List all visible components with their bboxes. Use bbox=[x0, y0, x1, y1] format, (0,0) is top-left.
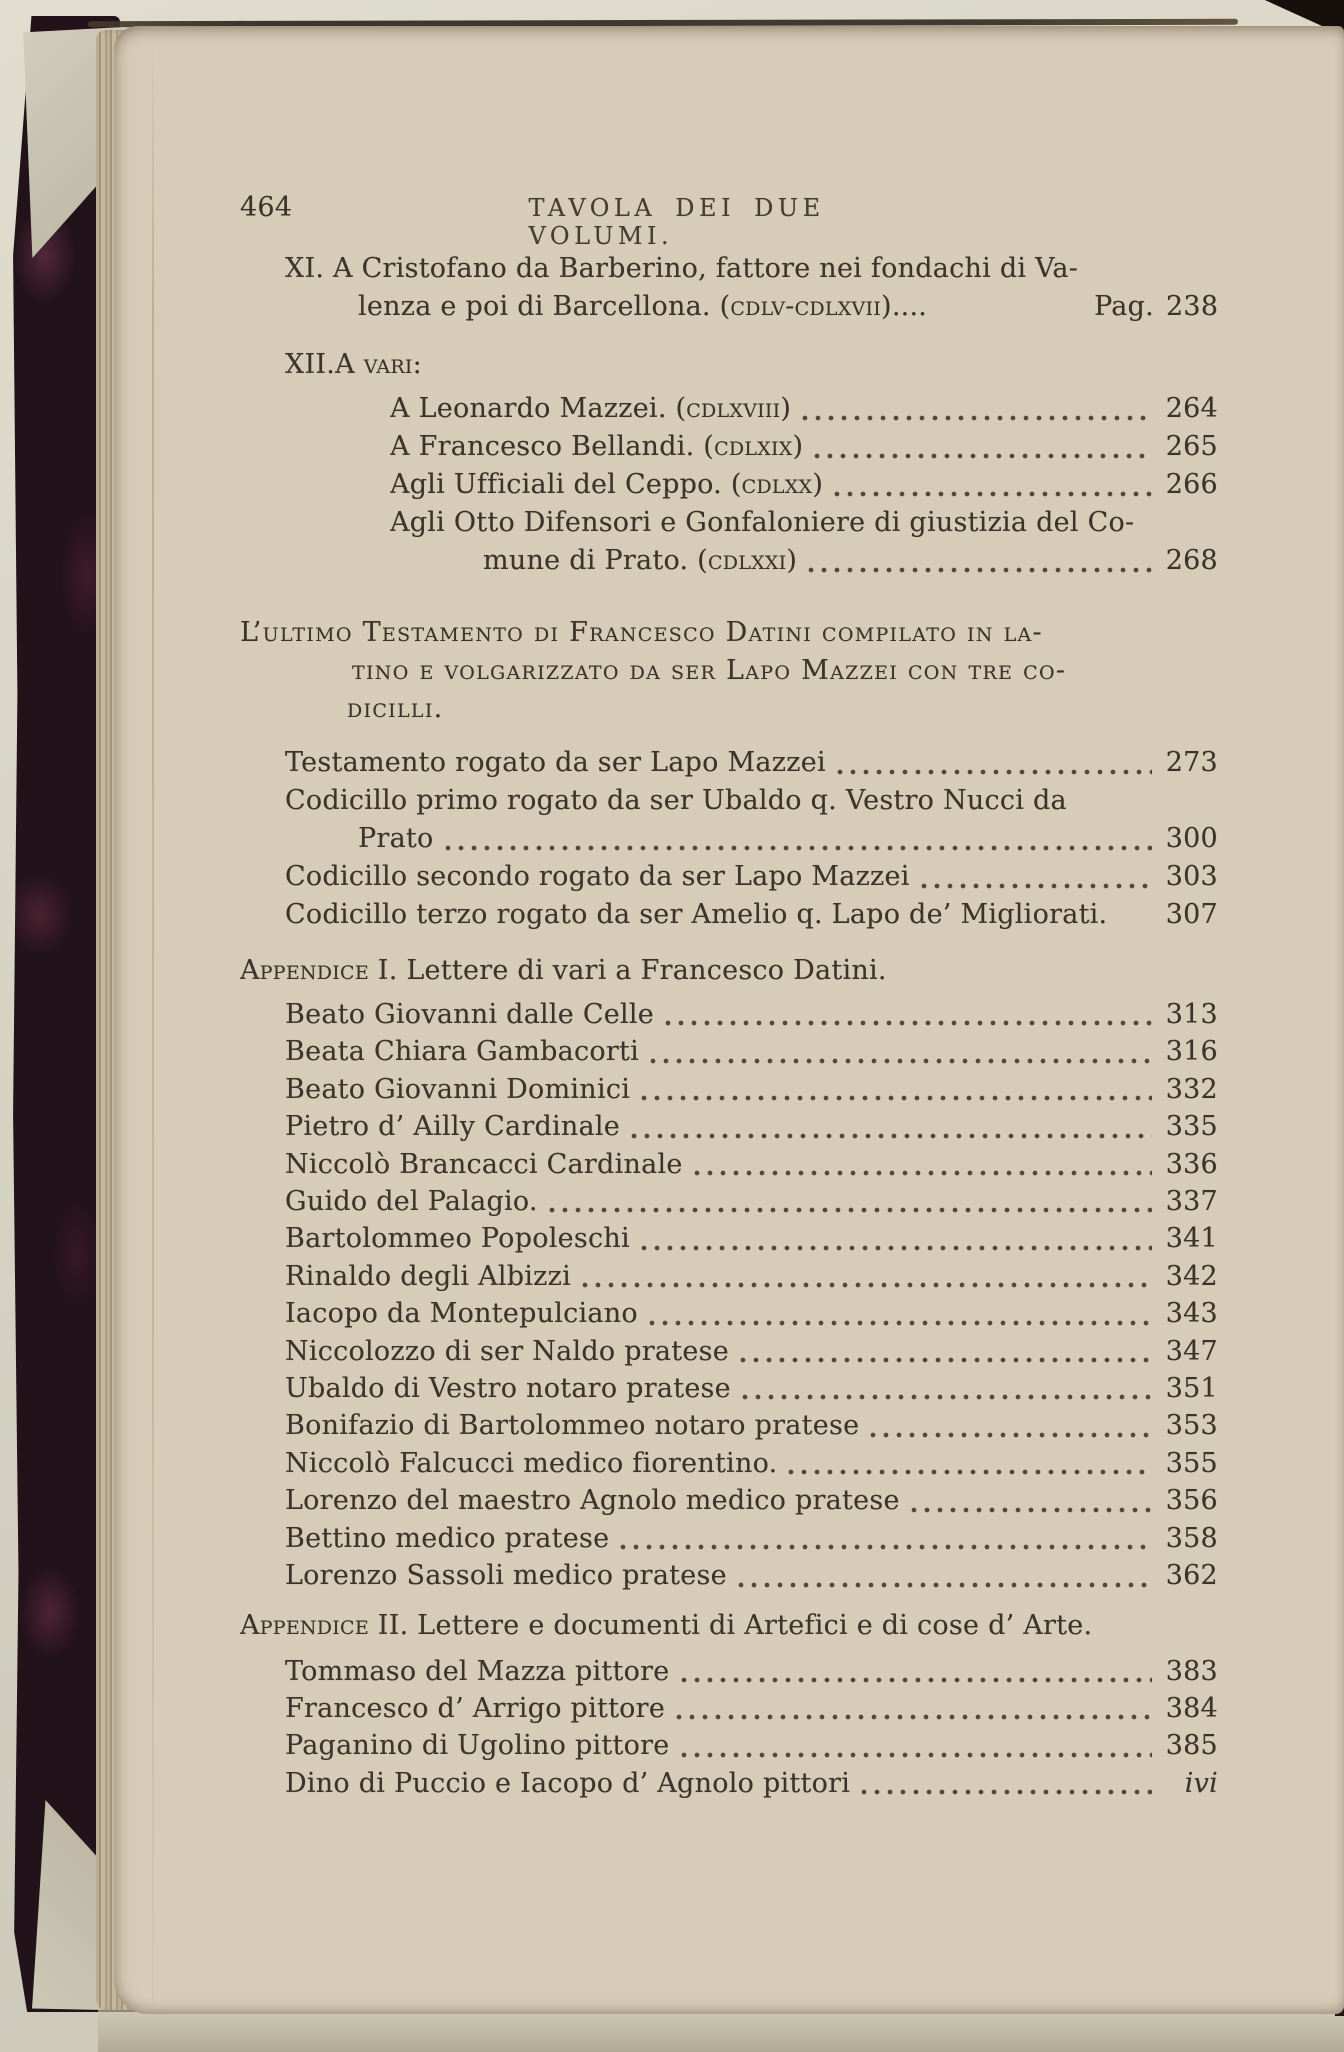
toc-entry-text: A Leonardo Mazzei. bbox=[390, 393, 676, 424]
dot-leader bbox=[740, 1357, 1152, 1363]
dot-leader bbox=[694, 1170, 1152, 1176]
toc-entry-label: Niccolò Falcucci medico fiorentino. bbox=[285, 1447, 778, 1479]
toc-entry bbox=[285, 1520, 1218, 1557]
section-title: Appendice II. bbox=[240, 1609, 409, 1641]
toc-entry bbox=[285, 996, 1218, 1033]
toc-entry-text: mune di Prato. bbox=[483, 545, 698, 576]
toc-entry-label bbox=[390, 390, 791, 428]
toc-entry bbox=[390, 428, 1218, 466]
toc-entry-label: Iacopo da Montepulciano bbox=[285, 1298, 638, 1330]
dot-leader bbox=[921, 883, 1152, 889]
toc-entry-label: Paganino di Ugolino pittore bbox=[285, 1730, 670, 1762]
letter-roman-ref: (cdlxviii) bbox=[675, 393, 792, 424]
toc-entry-label: Niccolozzo di ser Naldo pratese bbox=[285, 1335, 729, 1367]
toc-entry bbox=[285, 1183, 1218, 1220]
dot-leader bbox=[582, 1282, 1152, 1288]
toc-entry-page: 353 bbox=[1165, 1410, 1218, 1442]
toc-entry-label bbox=[240, 1607, 1092, 1645]
dot-leader bbox=[631, 1133, 1152, 1139]
toc-entry-text: Agli Ufficiali del Ceppo. bbox=[390, 469, 731, 500]
dot-leader bbox=[834, 491, 1152, 497]
toc-entry-page: 336 bbox=[1165, 1148, 1218, 1180]
toc-entry-label: XI. A Cristofano da Barberino, fattore nei fondachi di Va- bbox=[285, 253, 1079, 284]
toc-entry bbox=[285, 1220, 1218, 1257]
dot-leader bbox=[861, 1789, 1152, 1795]
toc-entry bbox=[285, 1653, 1218, 1690]
toc-entry-page: 385 bbox=[1165, 1730, 1218, 1762]
toc-entry-page: 273 bbox=[1165, 747, 1218, 778]
toc-entry-label: Dino di Puccio e Iacopo d’ Agnolo pittori bbox=[285, 1767, 851, 1799]
toc-entry-label bbox=[390, 428, 803, 466]
page-number: 464 bbox=[240, 192, 293, 223]
toc-entry bbox=[285, 1690, 1218, 1727]
section-title: A vari: bbox=[335, 349, 423, 380]
toc-section-heading bbox=[285, 346, 1218, 384]
book-page bbox=[114, 26, 1344, 2014]
toc-entry-page: ivi bbox=[1184, 1767, 1218, 1799]
toc-entry-label bbox=[390, 466, 823, 504]
toc-section-heading-continuation bbox=[347, 690, 1218, 728]
toc-entry-label: Lorenzo del maestro Agnolo medico pratese bbox=[285, 1485, 900, 1517]
dot-leader bbox=[676, 1714, 1152, 1720]
toc-entry-page: 356 bbox=[1165, 1485, 1218, 1517]
letter-roman-ref: (cdlxx) bbox=[730, 469, 824, 500]
dot-leader bbox=[808, 567, 1152, 573]
dot-leader bbox=[620, 1544, 1152, 1550]
toc-entry bbox=[285, 1333, 1218, 1370]
section-subtitle: Lettere di vari a Francesco Datini. bbox=[397, 955, 887, 986]
toc-entry-page: 332 bbox=[1165, 1073, 1218, 1105]
toc-entry bbox=[285, 1033, 1218, 1070]
dot-leader bbox=[549, 1207, 1152, 1213]
dot-leader bbox=[802, 415, 1152, 421]
toc-entry bbox=[390, 504, 1218, 542]
toc-entry-label: Prato bbox=[358, 823, 434, 854]
dot-leader bbox=[641, 1245, 1152, 1251]
toc-entry-continuation bbox=[483, 542, 1218, 580]
section-subtitle: Lettere e documenti di Artefici e di cose d’ Arte. bbox=[408, 1609, 1093, 1641]
toc-section-heading bbox=[240, 952, 1218, 990]
toc-entry-label: Codicillo terzo rogato da ser Amelio q. Lapo de’ Migliorati. bbox=[285, 899, 1108, 930]
dot-leader bbox=[814, 453, 1152, 459]
toc-entry bbox=[285, 744, 1218, 782]
section-title: Appendice I. bbox=[240, 955, 398, 986]
section-title: L’ultimo Testamento di Francesco Datini compilato in la- bbox=[240, 617, 1043, 648]
dot-leader bbox=[742, 1394, 1152, 1400]
toc-entry bbox=[285, 1407, 1218, 1444]
toc-entry bbox=[390, 466, 1218, 504]
page-block-bottom-edge bbox=[98, 2010, 1344, 2052]
toc-entry-label: Ubaldo di Vestro notaro pratese bbox=[285, 1373, 731, 1405]
dot-leader bbox=[650, 1058, 1152, 1064]
toc-entry-label: Codicillo primo rogato da ser Ubaldo q. Vestro Nucci da bbox=[285, 785, 1067, 816]
toc-entry bbox=[285, 250, 1218, 288]
toc-entry-continuation bbox=[358, 820, 1218, 858]
toc-entry bbox=[285, 1557, 1218, 1594]
toc-entry-page: 362 bbox=[1165, 1560, 1218, 1592]
toc-entry-page: 384 bbox=[1165, 1692, 1218, 1724]
section-title: dicilli. bbox=[347, 693, 444, 724]
dot-leader bbox=[665, 1020, 1152, 1026]
toc-entry-label: Beata Chiara Gambacorti bbox=[285, 1036, 639, 1068]
toc-entry-label: Bartolommeo Popoleschi bbox=[285, 1223, 630, 1255]
toc-entry-page: 313 bbox=[1165, 999, 1218, 1030]
toc-entry-page: 300 bbox=[1165, 823, 1218, 854]
pag-label: Pag. bbox=[1094, 291, 1154, 322]
dot-leader bbox=[681, 1677, 1152, 1683]
dot-leader bbox=[681, 1752, 1153, 1758]
toc-entry-text: lenza e poi di Barcellona. bbox=[358, 291, 720, 322]
toc-entry bbox=[390, 390, 1218, 428]
toc-entry-label: Codicillo secondo rogato da ser Lapo Mazzei bbox=[285, 861, 910, 892]
toc-entry-page: 351 bbox=[1165, 1373, 1218, 1405]
toc-entry bbox=[285, 1370, 1218, 1407]
toc-entry-label bbox=[358, 288, 927, 326]
toc-entry-label: Rinaldo degli Albizzi bbox=[285, 1260, 571, 1292]
toc-entry-page: 316 bbox=[1165, 1036, 1218, 1068]
toc-entry bbox=[285, 782, 1218, 820]
toc-entry-label: Agli Otto Difensori e Gonfaloniere di giustizia del Co- bbox=[390, 507, 1135, 538]
toc-entry bbox=[285, 1765, 1218, 1802]
toc-entry-label: Pietro d’ Ailly Cardinale bbox=[285, 1111, 620, 1143]
toc-section-heading bbox=[240, 614, 1218, 652]
toc-entry-page: 307 bbox=[1165, 899, 1218, 930]
section-number: XII. bbox=[285, 349, 336, 380]
toc-entry-page: 383 bbox=[1165, 1655, 1218, 1687]
toc-entry bbox=[285, 1482, 1218, 1519]
toc-entry-label: Bettino medico pratese bbox=[285, 1522, 610, 1554]
toc-entry-label: Beato Giovanni dalle Celle bbox=[285, 999, 655, 1030]
toc-entry-page: 303 bbox=[1165, 861, 1218, 892]
toc-section-heading bbox=[240, 1607, 1218, 1645]
toc-entry-label: Tommaso del Mazza pittore bbox=[285, 1655, 670, 1687]
dot-leader bbox=[870, 1432, 1152, 1438]
toc-section-heading-continuation bbox=[352, 652, 1218, 690]
toc-entry-page: 265 bbox=[1165, 431, 1218, 462]
dot-leader bbox=[641, 1095, 1152, 1101]
toc-entry bbox=[285, 1727, 1218, 1764]
dot-leader bbox=[788, 1469, 1152, 1475]
toc-entry-label: Guido del Palagio. bbox=[285, 1186, 538, 1218]
toc-entry bbox=[285, 896, 1218, 934]
toc-entry-label: Lorenzo Sassoli medico pratese bbox=[285, 1560, 727, 1592]
letter-roman-ref: (cdlv-cdlxvii) bbox=[719, 291, 892, 322]
toc-entry bbox=[285, 1146, 1218, 1183]
toc-entry-text: A Francesco Bellandi. bbox=[390, 431, 704, 462]
toc-entry-label: Francesco d’ Arrigo pittore bbox=[285, 1692, 666, 1724]
toc-entry-page: 238 bbox=[1166, 291, 1218, 322]
toc-entry bbox=[285, 1445, 1218, 1482]
toc-entry-label: Bonifazio di Bartolommeo notaro pratese bbox=[285, 1410, 860, 1442]
toc-entry-page: 347 bbox=[1165, 1335, 1218, 1367]
toc-entry-label bbox=[240, 952, 887, 990]
dot-leader bbox=[649, 1320, 1152, 1326]
toc-entry-label: Niccolò Brancacci Cardinale bbox=[285, 1148, 683, 1180]
running-title: TAVOLA DEI DUE VOLUMI. bbox=[528, 194, 825, 250]
dot-leader bbox=[911, 1507, 1152, 1513]
leader-dots-text: .... bbox=[891, 291, 928, 322]
toc-entry bbox=[285, 1258, 1218, 1295]
toc-entry-page: 268 bbox=[1165, 545, 1218, 576]
dot-leader bbox=[445, 845, 1152, 851]
section-title: tino e volgarizzato da ser Lapo Mazzei con tre co- bbox=[352, 655, 1067, 686]
toc-entry-page: 264 bbox=[1165, 393, 1218, 424]
toc-content bbox=[240, 192, 1218, 1802]
toc-entry-label bbox=[483, 542, 797, 580]
toc-entry bbox=[285, 1108, 1218, 1145]
toc-entry bbox=[285, 1071, 1218, 1108]
letter-roman-ref: (cdlxxi) bbox=[697, 545, 798, 576]
toc-entry bbox=[285, 858, 1218, 896]
toc-entry-page: 343 bbox=[1165, 1298, 1218, 1330]
toc-entry-label: Testamento rogato da ser Lapo Mazzei bbox=[285, 747, 826, 778]
toc-entry-page: 342 bbox=[1165, 1260, 1218, 1292]
toc-entry-label: Beato Giovanni Dominici bbox=[285, 1073, 631, 1105]
dot-leader bbox=[738, 1582, 1152, 1588]
toc-entry-page: 335 bbox=[1165, 1111, 1218, 1143]
toc-entry-continuation bbox=[358, 288, 1218, 326]
toc-entry-page: 358 bbox=[1165, 1522, 1218, 1554]
toc-entry-page: 355 bbox=[1165, 1447, 1218, 1479]
toc-entry bbox=[285, 1295, 1218, 1332]
page-header bbox=[240, 192, 1218, 250]
toc-entry-page: 266 bbox=[1165, 469, 1218, 500]
toc-entry-page: 341 bbox=[1165, 1223, 1218, 1255]
dot-leader bbox=[837, 769, 1152, 775]
letter-roman-ref: (cdlxix) bbox=[703, 431, 804, 462]
toc-entry-page: 337 bbox=[1165, 1186, 1218, 1218]
